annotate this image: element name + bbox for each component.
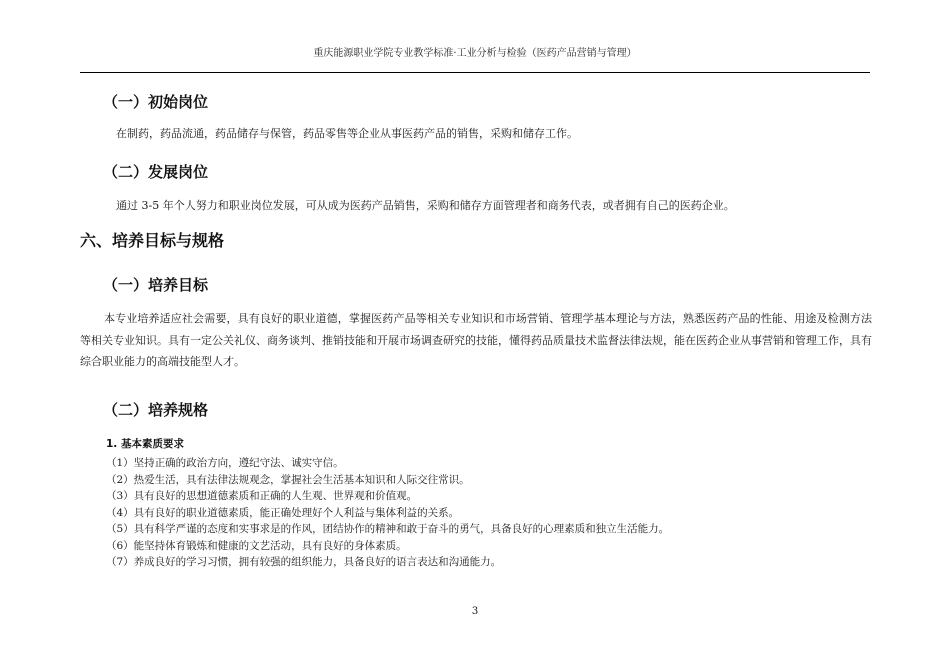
heading-training-goal: （一）培养目标 <box>103 276 209 294</box>
list-item: （4）具有良好的职业道德素质，能正确处理好个人利益与集体利益的关系。 <box>106 506 460 519</box>
list-item: （3）具有良好的思想道德素质和正确的人生观、世界观和价值观。 <box>106 490 418 502</box>
list-item: （6）能坚持体育锻炼和健康的文艺活动，具有良好的身体素质。 <box>106 539 407 552</box>
list-item: （1）坚持正确的政治方向，遵纪守法、诚实守信。 <box>106 457 344 469</box>
header-divider <box>80 72 870 73</box>
heading-training-spec: （二）培养规格 <box>103 401 209 419</box>
page-number: 3 <box>471 606 479 617</box>
heading-development-post: （二）发展岗位 <box>103 163 209 181</box>
paragraph-initial-post: 在制药，药品流通，药品储存与保管，药品零售等企业从事医药产品的销售，采购和储存工作。 <box>116 127 578 140</box>
page-header: 重庆能源职业学院专业教学标准·工业分析与检验（医药产品营销与管理） <box>313 48 637 59</box>
list-item: （7）养成良好的学习习惯，拥有较强的组织能力，具备良好的语言表达和沟通能力。 <box>106 556 502 568</box>
quality-requirements-list <box>106 455 669 571</box>
list-item: （2）热爱生活，具有法律法规观念，掌握社会生活基本知识和人际交往常识。 <box>106 473 470 486</box>
subheading-basic-quality: 1. 基本素质要求 <box>106 438 184 450</box>
paragraph-training-goal: 本专业培养适应社会需要，具有良好的职业道德，掌握医药产品等相关专业知识和市场营销、管理学基本理论与方法，熟悉医药产品的性能、用途及检测方法等相关专业知识。具有一定公关礼仪、商务谈判、推销技能和开展市场调查研究的技能，懂得药品质量技术监督法律法规，能在医药企业从事营销和管理工作，具有综合职业能力的高端技能型人才。 <box>80 312 872 368</box>
list-item: （5）具有科学严谨的态度和实事求是的作风，团结协作的精神和敢于奋斗的勇气，具备良好的心理素质和独立生活能力。 <box>106 523 670 535</box>
heading-initial-post: （一）初始岗位 <box>103 93 209 111</box>
heading-chapter-6: 六、培养目标与规格 <box>80 231 225 250</box>
paragraph-development-post: 通过 3-5 年个人努力和职业岗位发展，可从成为医药产品销售，采购和储存方面管理者和商务代表，或者拥有自己的医药企业。 <box>116 199 735 212</box>
